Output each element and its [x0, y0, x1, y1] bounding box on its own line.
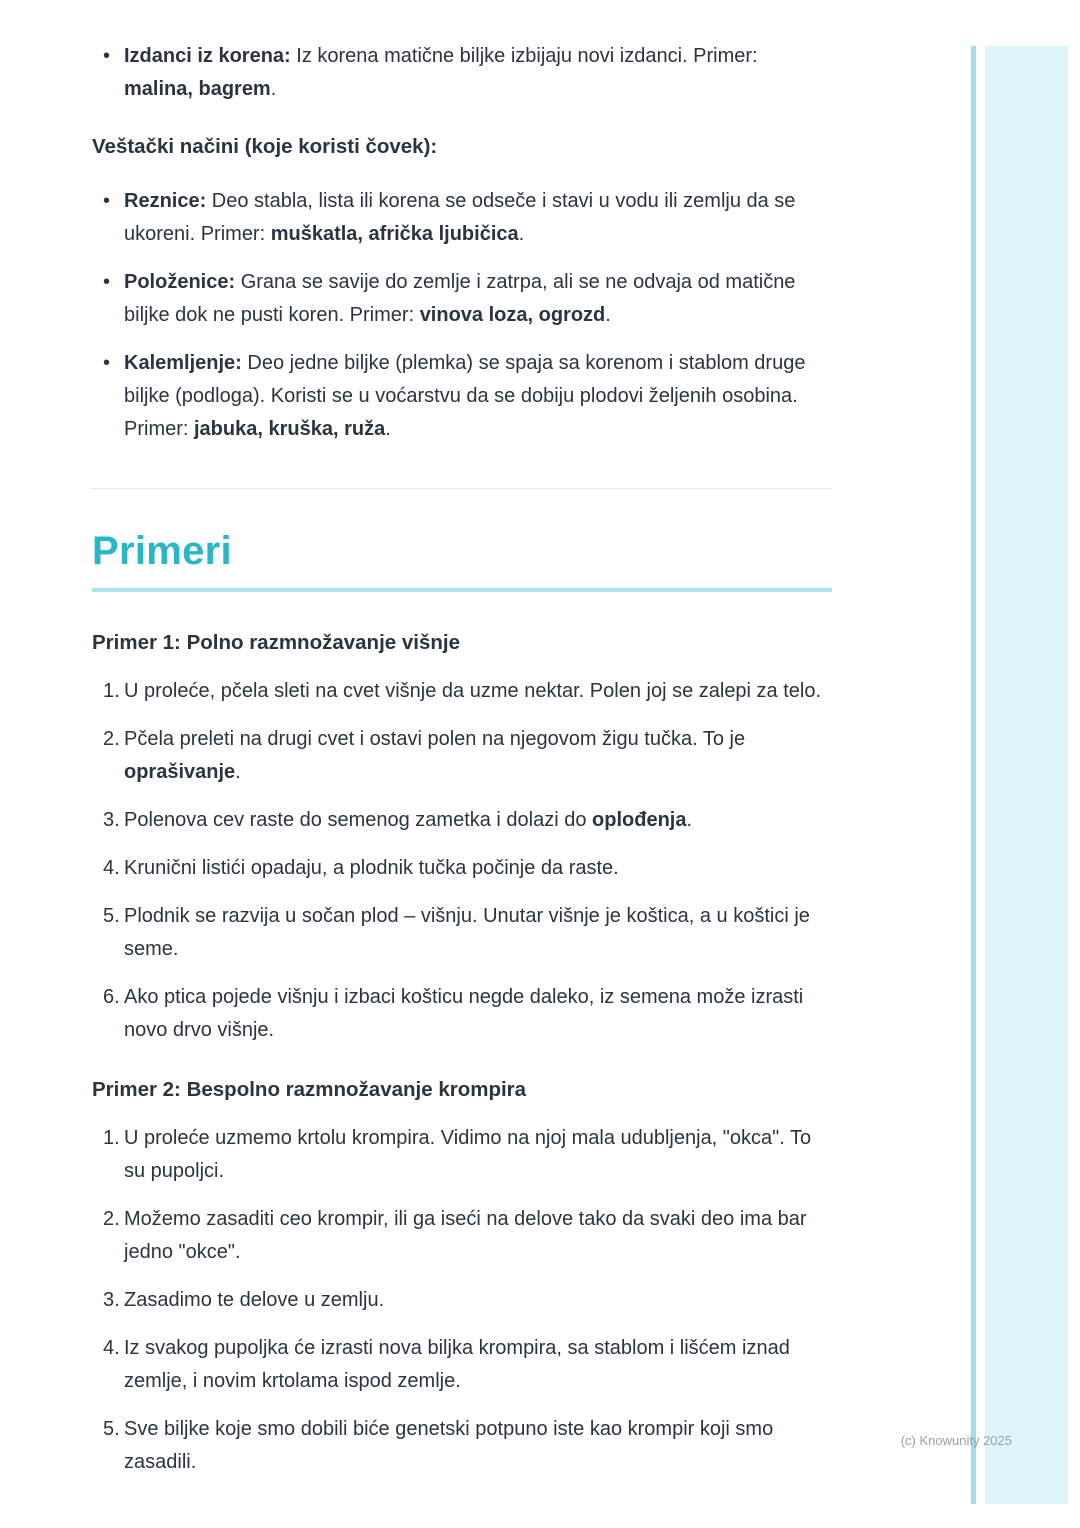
list-item-text: Sve biljke koje smo dobili biće genetski potpuno iste kao krompir koji smo zasadili.	[124, 1418, 774, 1473]
numbered-list-item	[92, 1332, 832, 1398]
list-item	[92, 40, 832, 106]
list-item-text: Iz svakog pupoljka će izrasti nova biljka krompira, sa stablom i lišćem iznad zemlje, i novim krtolama ispod zemlje.	[124, 1337, 790, 1392]
item-number: 6.	[103, 986, 120, 1008]
numbered-list-item	[92, 900, 832, 966]
bullet-marker: •	[103, 190, 111, 212]
numbered-list-item	[92, 1413, 832, 1479]
list-item	[92, 266, 832, 332]
section-heading-primeri: Primeri	[92, 529, 232, 573]
list-item-text: Plodnik se razvija u sočan plod – višnju. Unutar višnje je koštica, a u koštici je seme.	[124, 905, 810, 960]
list-item-text: Izdanci iz korena: Iz korena matične biljke izbijaju novi izdanci. Primer: malina, bagrem.	[124, 45, 758, 100]
list-item-text: Krunični listići opadaju, a plodnik tučka počinje da raste.	[124, 857, 619, 879]
item-number: 2.	[103, 1208, 120, 1230]
list-item-text: Ako ptica pojede višnju i izbaci košticu negde daleko, iz semena može izrasti novo drvo višnje.	[124, 986, 804, 1041]
propagation-artificial-list	[92, 185, 832, 446]
bullet-marker: •	[103, 352, 111, 374]
example1-numbered-list	[92, 675, 832, 1047]
item-number: 2.	[103, 728, 120, 750]
list-item-text: U proleće, pčela sleti na cvet višnje da uzme nektar. Polen joj se zalepi za telo.	[124, 680, 822, 702]
item-number: 3.	[103, 809, 120, 831]
example2-numbered-list	[92, 1122, 832, 1479]
numbered-list-item	[92, 675, 832, 708]
bullet-marker: •	[103, 271, 111, 293]
content-divider	[92, 488, 832, 489]
list-item-text: Reznice: Deo stabla, lista ili korena se odseče i stavi u vodu ili zemlju da se ukoreni. Primer: muškatla, afrička ljubičica.	[124, 190, 796, 245]
numbered-list-item	[92, 981, 832, 1047]
artificial-methods-heading: Veštački načini (koje koristi čovek):	[92, 135, 438, 158]
list-item-text: Pčela preleti na drugi cvet i ostavi polen na njegovom žigu tučka. To je oprašivanje.	[124, 728, 746, 783]
example2-title: Primer 2: Bespolno razmnožavanje krompira	[92, 1078, 527, 1101]
content-column	[92, 40, 832, 1479]
numbered-list-item	[92, 1284, 832, 1317]
list-item-text: Položenice: Grana se savije do zemlje i zatrpa, ali se ne odvaja od matične biljke dok ne pusti koren. Primer: vinova loza, ogrozd.	[124, 271, 796, 326]
list-item	[92, 185, 832, 251]
item-number: 3.	[103, 1289, 120, 1311]
numbered-list-item	[92, 1203, 832, 1269]
item-number: 4.	[103, 1337, 120, 1359]
footer-credit: (c) Knowunity 2025	[900, 1433, 1012, 1448]
propagation-natural-list	[92, 40, 832, 106]
item-number: 5.	[103, 905, 120, 927]
list-item	[92, 347, 832, 446]
list-item-text: Zasadimo te delove u zemlju.	[124, 1289, 385, 1311]
list-item-text: Možemo zasaditi ceo krompir, ili ga iseći na delove tako da svaki deo ima bar jedno "okce".	[124, 1208, 807, 1263]
page-edge-accent-line	[971, 46, 976, 1504]
section-underline	[92, 588, 832, 592]
list-item-text: Polenova cev raste do semenog zametka i dolazi do oplođenja.	[124, 809, 693, 831]
item-number: 5.	[103, 1418, 120, 1440]
item-number: 1.	[103, 1127, 120, 1149]
numbered-list-item	[92, 852, 832, 885]
list-item-text: Kalemljenje: Deo jedne biljke (plemka) se spaja sa korenom i stablom druge biljke (podloga). Koristi se u voćarstvu da se dobiju plodovi željenih osobina. Primer: jabuka, kruška, ruža.	[124, 352, 806, 440]
page-edge-stripe	[985, 46, 1068, 1504]
bullet-marker: •	[103, 45, 111, 67]
numbered-list-item	[92, 723, 832, 789]
numbered-list-item	[92, 804, 832, 837]
example1-title: Primer 1: Polno razmnožavanje višnje	[92, 631, 460, 654]
numbered-list-item	[92, 1122, 832, 1188]
list-item-text: U proleće uzmemo krtolu krompira. Vidimo na njoj mala udubljenja, "okca". To su pupoljci.	[124, 1127, 812, 1182]
item-number: 4.	[103, 857, 120, 879]
item-number: 1.	[103, 680, 120, 702]
